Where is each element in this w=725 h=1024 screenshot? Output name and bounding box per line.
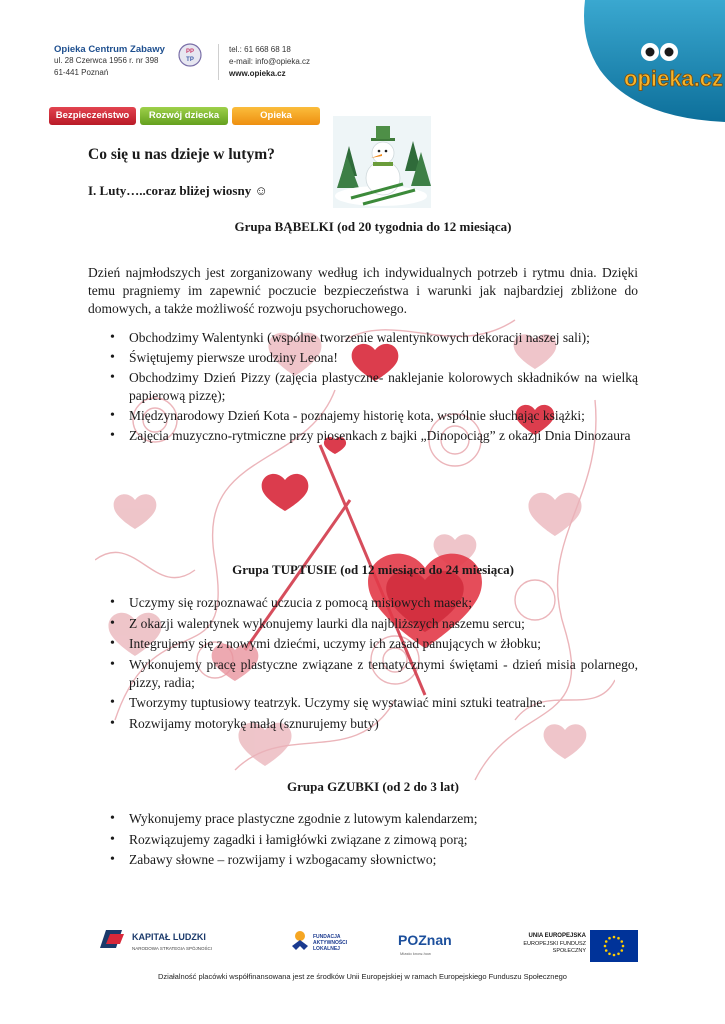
list-item: • Z okazji walentynek wykonujemy laurki dla najbliższych naszemu sercu; — [110, 615, 638, 633]
list-item: • Obchodzimy Dzień Pizzy (zajęcia plastyczne- naklejanie kolorowych składników na wielką papierową pizzę); — [110, 369, 638, 405]
nav-safety-button[interactable]: Bezpieczeństwo — [49, 107, 136, 125]
list-item: • Tworzymy tuptusiowy teatrzyk. Uczymy się wystawiać mini sztuki teatralne. — [110, 694, 638, 712]
group3-heading: Grupa GZUBKI (od 2 do 3 lat) — [287, 779, 459, 794]
eu-star-icon — [613, 954, 616, 957]
snowman-illustration — [333, 116, 431, 208]
eu-star-icon — [613, 936, 616, 939]
group2-list — [110, 594, 638, 735]
phone: tel.: 61 668 68 18 — [229, 45, 291, 54]
poznan-logo: POZnan — [398, 932, 452, 948]
eu-star-icon — [617, 937, 620, 940]
svg-text:TP: TP — [186, 57, 194, 63]
eu-flag-icon — [590, 930, 638, 962]
list-item: • Świętujemy pierwsze urodziny Leona! — [110, 349, 638, 367]
website-link[interactable]: www.opieka.cz — [229, 69, 286, 78]
group2-heading: Grupa TUPTUSIE (od 12 miesiąca do 24 miesiąca) — [232, 562, 514, 577]
list-item: • Rozwiązujemy zagadki i łamigłówki związane z zimową porą; — [110, 831, 638, 849]
contact-block-right — [229, 44, 310, 80]
list-item: • Uczymy się rozpoznawać uczucia z pomocą misiowych masek; — [110, 594, 638, 612]
list-item: • Integrujemy się z nowymi dziećmi, uczymy ich zasad panujących w żłobku; — [110, 635, 638, 653]
list-item: • Międzynarodowy Dzień Kota - poznajemy historię kota, wspólnie słuchając książki; — [110, 407, 638, 425]
kapital-ludzki-sub: NARODOWA STRATEGIA SPÓJNOŚCI — [132, 946, 213, 951]
group1-intro: Dzień najmłodszych jest zorganizowany według ich indywidualnych potrzeb i rytmu dnia. Dzięki temu pragniemy im zapewnić poczucie bezpieczeństwa i warunki jak najbardziej zbliżone do domowych, a także możliwość rozwoju psychoruchowego. — [88, 265, 638, 316]
page-title: Co się u nas dzieje w lutym? — [88, 146, 275, 163]
list-item: • Zajęcia muzyczno-rytmiczne przy piosenkach z bajki „Dinopociąg” z okazji Dnia Dinozaura — [110, 427, 638, 445]
eu-star-icon — [620, 940, 623, 943]
kapital-ludzki-label: KAPITAŁ LUDZKI — [132, 932, 206, 942]
eu-title: UNIA EUROPEJSKA — [528, 933, 586, 939]
nav-development-button[interactable]: Rozwój dziecka — [140, 107, 228, 125]
corner-logo-text: opieka.cz — [624, 66, 724, 91]
eu-text-block — [498, 930, 499, 964]
address-line-2: 61-441 Poznań — [54, 68, 109, 77]
eu-star-icon — [620, 949, 623, 952]
eu-star-icon — [608, 937, 611, 940]
eu-star-icon — [604, 945, 607, 948]
kapital-ludzki-logo — [100, 930, 124, 948]
list-item: • Wykonujemy pracę plastyczne związane z tematycznymi świętami - dzień misia polarnego, pizzy, radia; — [110, 656, 638, 692]
eu-star-icon — [622, 945, 625, 948]
section-subtitle: I. Luty…..coraz bliżej wiosny ☺ — [88, 183, 268, 198]
ppt-badge-icon — [178, 42, 202, 70]
list-item: • Rozwijamy motorykę małą (sznurujemy buty) — [110, 715, 638, 733]
header-divider — [218, 44, 219, 80]
email-link[interactable]: e-mail: info@opieka.cz — [229, 57, 311, 66]
svg-text:PP: PP — [185, 49, 195, 55]
eu-star-icon — [605, 949, 608, 952]
poznan-sub: Miasto know-how — [400, 951, 431, 956]
list-item: • Obchodzimy Walentynki (wspólne tworzenie walentynkowych dekoracji naszej sali); — [110, 329, 638, 347]
fundacja-label: FUNDACJA AKTYWNOŚCI LOKALNEJ — [313, 934, 348, 952]
org-name: Opieka Centrum Zabawy — [54, 44, 165, 55]
group1-list — [110, 329, 638, 447]
eu-star-icon — [608, 952, 611, 955]
eu-subtitle: EUROPEJSKI FUNDUSZ SPOŁECZNY — [523, 941, 586, 954]
list-item: • Wykonujemy prace plastyczne zgodnie z lutowym kalendarzem; — [110, 810, 638, 828]
footer-funding-note: Działalność placówki współfinansowana jest ze środków Unii Europejskiej w ramach Europejskiego Funduszu Społecznego — [158, 972, 567, 981]
opieka-corner-logo[interactable] — [525, 0, 725, 122]
group3-list — [110, 810, 638, 872]
nav-care-button[interactable]: Opieka — [232, 107, 320, 125]
contact-block-left — [54, 44, 165, 79]
address-line-1: ul. 28 Czerwca 1956 r. nr 398 — [54, 56, 159, 65]
eu-star-icon — [605, 940, 608, 943]
eu-star-icon — [617, 952, 620, 955]
fundacja-logo — [292, 931, 308, 950]
list-item: • Zabawy słowne – rozwijamy i wzbogacamy słownictwo; — [110, 851, 638, 869]
group1-heading: Grupa BĄBELKI (od 20 tygodnia do 12 miesiąca) — [234, 219, 512, 234]
